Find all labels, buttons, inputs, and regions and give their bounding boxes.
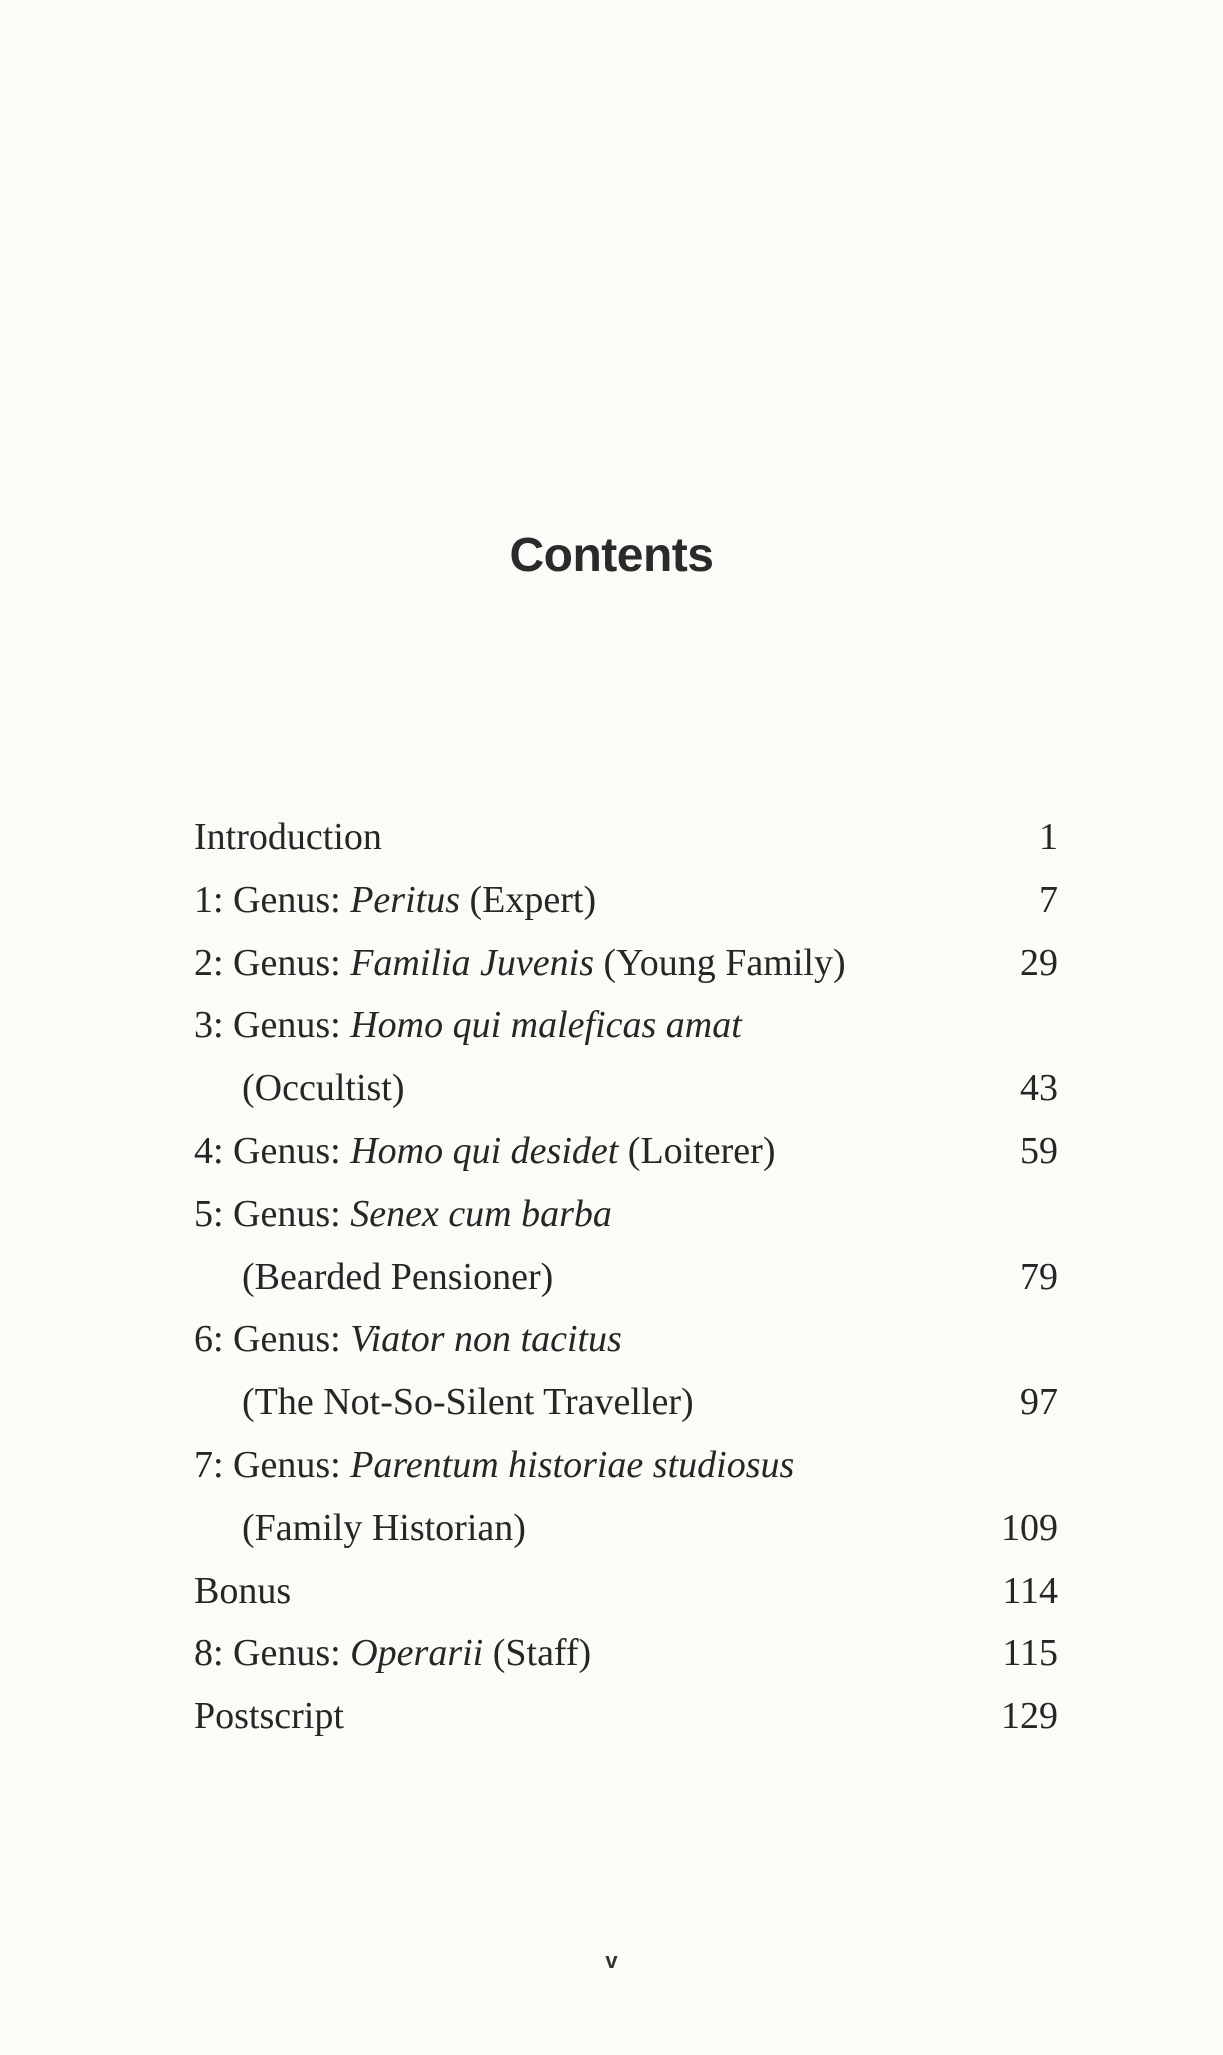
toc-entry <box>194 806 1058 869</box>
entry-suffix: (Young Family) <box>594 941 846 984</box>
entry-latin-name: Homo qui desidet <box>350 1129 619 1172</box>
toc-entry-label <box>194 1256 553 1298</box>
toc-entry <box>194 1560 1058 1623</box>
toc-entry-label <box>194 1695 344 1737</box>
entry-prefix: 2: Genus: <box>194 941 351 984</box>
entry-prefix: Introduction <box>194 816 382 858</box>
entry-prefix: 6: Genus: <box>194 1318 351 1361</box>
toc-page-number: 114 <box>1002 1569 1058 1612</box>
entry-prefix: 8: Genus: <box>194 1632 351 1675</box>
toc-page-number: 43 <box>1020 1067 1058 1110</box>
toc-page-number: 115 <box>1002 1632 1058 1675</box>
toc-page-number: 59 <box>1020 1129 1058 1172</box>
toc-entry-label <box>194 1507 526 1549</box>
entry-prefix: 5: Genus: <box>194 1192 351 1235</box>
entry-latin-name: Peritus <box>350 878 460 921</box>
entry-prefix: 3: Genus: <box>194 1004 351 1047</box>
entry-prefix: (Occultist) <box>242 1067 405 1110</box>
entry-latin-name: Senex cum barba <box>350 1192 612 1235</box>
toc-entry <box>194 869 1058 932</box>
toc-entry <box>194 1685 1058 1748</box>
toc-entry <box>194 994 1058 1057</box>
toc-page-number: 29 <box>1020 941 1058 984</box>
toc-entry <box>194 1183 1058 1246</box>
toc-entry <box>194 1371 1058 1434</box>
entry-prefix: 1: Genus: <box>194 878 351 921</box>
toc-entry <box>194 1308 1058 1371</box>
entry-prefix: (Bearded Pensioner) <box>242 1255 554 1298</box>
toc-entry-label <box>194 1632 591 1674</box>
toc-entry-label <box>194 1570 291 1612</box>
toc-entry-label <box>194 1381 694 1423</box>
toc-page-number: 109 <box>1001 1506 1058 1549</box>
toc-entry-label <box>194 1193 612 1235</box>
toc-entry-label <box>194 879 596 921</box>
toc-entry-label <box>194 1444 794 1486</box>
page-title: Contents <box>509 529 714 582</box>
toc-entry <box>194 1246 1058 1309</box>
entry-latin-name: Viator non tacitus <box>350 1318 622 1361</box>
toc-page-number: 79 <box>1020 1255 1058 1298</box>
entry-suffix: (Expert) <box>460 878 597 921</box>
toc-entry-label <box>194 816 382 858</box>
toc-entry-label <box>194 1067 405 1109</box>
toc-page-number: 1 <box>1039 816 1058 858</box>
toc-entry <box>194 1434 1058 1497</box>
toc-entry-label <box>194 1004 742 1046</box>
entry-suffix: (Staff) <box>483 1632 592 1675</box>
toc-entry <box>194 1057 1058 1120</box>
toc-entry <box>194 932 1058 995</box>
table-of-contents <box>194 806 1058 1748</box>
page-number: v <box>605 1948 618 1973</box>
toc-entry <box>194 1120 1058 1183</box>
toc-page-number: 7 <box>1039 878 1058 921</box>
entry-latin-name: Operarii <box>350 1632 484 1675</box>
entry-prefix: 7: Genus: <box>194 1443 351 1486</box>
entry-prefix: (Family Historian) <box>242 1506 526 1549</box>
toc-page-number: 129 <box>1001 1695 1058 1738</box>
toc-entry-label <box>194 1130 775 1172</box>
toc-entry <box>194 1497 1058 1560</box>
entry-prefix: Postscript <box>194 1695 344 1738</box>
entry-latin-name: Parentum historiae studiosus <box>350 1443 795 1486</box>
toc-entry <box>194 1622 1058 1685</box>
entry-prefix: 4: Genus: <box>194 1129 351 1172</box>
entry-prefix: (The Not-So-Silent Traveller) <box>242 1381 694 1424</box>
toc-entry-label <box>194 1318 622 1360</box>
entry-latin-name: Homo qui maleficas amat <box>350 1004 742 1047</box>
toc-entry-label <box>194 942 846 984</box>
entry-prefix: Bonus <box>194 1569 292 1612</box>
entry-latin-name: Familia Juvenis <box>350 941 594 984</box>
entry-suffix: (Loiterer) <box>618 1129 776 1172</box>
toc-page-number: 97 <box>1020 1381 1058 1424</box>
